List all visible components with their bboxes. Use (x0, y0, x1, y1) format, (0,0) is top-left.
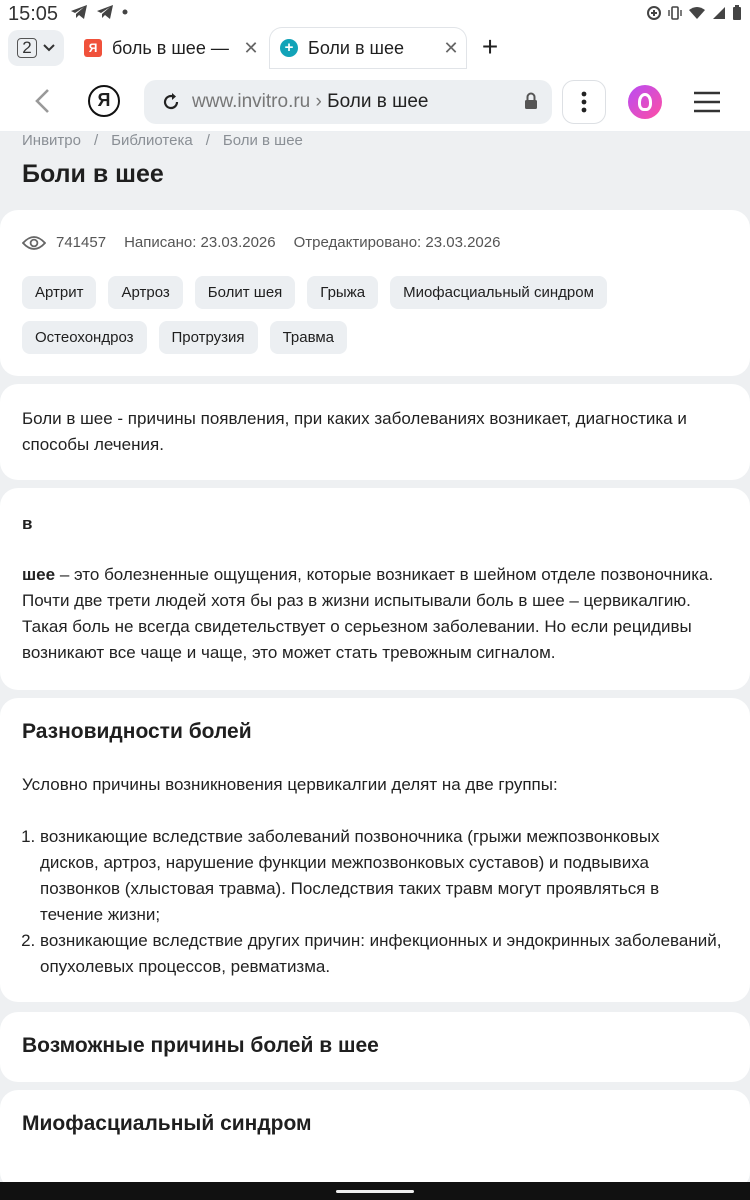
breadcrumb-item-library[interactable]: Библиотека (111, 132, 193, 149)
chevron-down-icon (43, 44, 55, 52)
breadcrumb-item-invitro[interactable]: Инвитро (22, 132, 81, 149)
breadcrumb-item-current: Боли в шее (222, 132, 303, 149)
data-saver-icon (646, 5, 662, 21)
new-tab-button[interactable]: + (481, 31, 499, 62)
causes-card[interactable] (0, 1012, 750, 1082)
tab-invitro-active[interactable] (270, 28, 466, 68)
intro-letter: в (22, 514, 33, 533)
tag-arthrosis[interactable]: Артроз (108, 276, 182, 309)
status-bar (0, 0, 750, 28)
summary-text: Боли в шее - причины появления, при каких заболеваниях возникает, диагностика и способы лечения. (22, 409, 687, 454)
tag-myofascial-syndrome[interactable]: Миофасциальный синдром (390, 276, 607, 309)
intro-text (22, 562, 722, 666)
tag-protrusion[interactable]: Протрузия (159, 321, 258, 354)
back-arrow-icon[interactable] (26, 84, 60, 118)
tab-switcher-button[interactable] (8, 30, 64, 66)
varieties-heading: Разновидности болей (22, 720, 252, 743)
views-count: 741457 (56, 234, 107, 251)
summary-card (0, 384, 750, 480)
dot-icon (122, 9, 128, 15)
alice-icon (638, 93, 652, 111)
tab-title: боль в шее — (112, 37, 229, 58)
intro-card (0, 488, 750, 690)
close-icon[interactable]: ✕ (243, 37, 259, 58)
telegram-icon (70, 4, 88, 20)
more-vertical-icon (581, 91, 587, 113)
invitro-favicon: + (280, 39, 298, 57)
intro-bold-word: шее (22, 565, 56, 584)
status-system-icons (646, 5, 742, 21)
myofascial-card[interactable] (0, 1090, 750, 1190)
varieties-card (0, 698, 750, 1002)
address-bar[interactable] (144, 80, 552, 124)
tag-osteochondrosis[interactable]: Остеохондроз (22, 321, 147, 354)
tab-title: Боли в шее (308, 37, 405, 58)
gesture-navigation-bar (0, 1182, 750, 1200)
tabs-bar (0, 28, 750, 70)
url-text (192, 91, 429, 113)
varieties-lead: Условно причины возникновения цервикалгии делят на две группы: (22, 775, 558, 794)
yandex-button[interactable]: Я (88, 85, 120, 117)
browser-toolbar (0, 70, 750, 132)
alice-assistant-button[interactable] (628, 85, 662, 119)
list-item: 1. возникающие вследствие заболеваний позвоночника (грыжи межпозвонковых дисков, артроз, нарушение функции межпозвонковых суставов) и подвывиха позвонков (хлыстовая травма). Последствия таких травм могут проявляться в течение жизни; (40, 824, 722, 928)
home-indicator[interactable] (336, 1190, 414, 1193)
tab-yandex-search[interactable] (74, 28, 266, 68)
reload-icon[interactable] (160, 91, 182, 113)
article-meta (22, 234, 500, 251)
more-options-button[interactable] (562, 80, 606, 124)
myofascial-heading: Миофасциальный синдром (22, 1112, 312, 1135)
lock-icon[interactable] (524, 92, 538, 110)
close-icon[interactable]: ✕ (443, 37, 459, 58)
tab-count: 2 (17, 38, 36, 58)
battery-icon (732, 5, 742, 21)
article-meta-card (0, 210, 750, 376)
menu-icon[interactable] (690, 90, 724, 114)
page-title: Боли в шее (22, 160, 164, 188)
tag-trauma[interactable]: Травма (270, 321, 347, 354)
url-page-title: Боли в шее (327, 91, 429, 112)
url-separator: › (315, 91, 322, 112)
list-item: 2. возникающие вследствие других причин: инфекционных и эндокринных заболеваний, опухолевых процессов, ревматизма. (40, 928, 722, 980)
status-notification-icons (70, 4, 128, 20)
eye-icon (22, 235, 46, 251)
telegram-icon (96, 4, 114, 20)
breadcrumb-separator: / (93, 132, 99, 149)
tag-hernia[interactable]: Грыжа (307, 276, 378, 309)
vibrate-icon (668, 5, 682, 21)
signal-icon (712, 6, 726, 20)
status-time: 15:05 (8, 3, 59, 25)
edited-date: Отредактировано: 23.03.2026 (293, 234, 501, 251)
breadcrumb (22, 132, 303, 149)
url-domain: www.invitro.ru (192, 91, 311, 112)
causes-heading: Возможные причины болей в шее (22, 1034, 379, 1057)
yandex-favicon: Я (84, 39, 102, 57)
varieties-list (22, 824, 722, 980)
breadcrumb-separator: / (205, 132, 210, 149)
wifi-icon (688, 6, 706, 20)
tag-list (22, 276, 722, 354)
written-date: Написано: 23.03.2026 (124, 234, 276, 251)
tag-neck-pain[interactable]: Болит шея (195, 276, 296, 309)
tag-arthritis[interactable]: Артрит (22, 276, 96, 309)
intro-body: – это болезненные ощущения, которые возникает в шейном отделе позвоночника. Почти две трети людей хотя бы раз в жизни испытывали боль в шее – цервикалгию. Такая боль не всегда свидетельствует о серьезном заболевании. Но если рецидивы возникают все чаще и чаще, это может стать тревожным сигналом. (22, 565, 714, 662)
